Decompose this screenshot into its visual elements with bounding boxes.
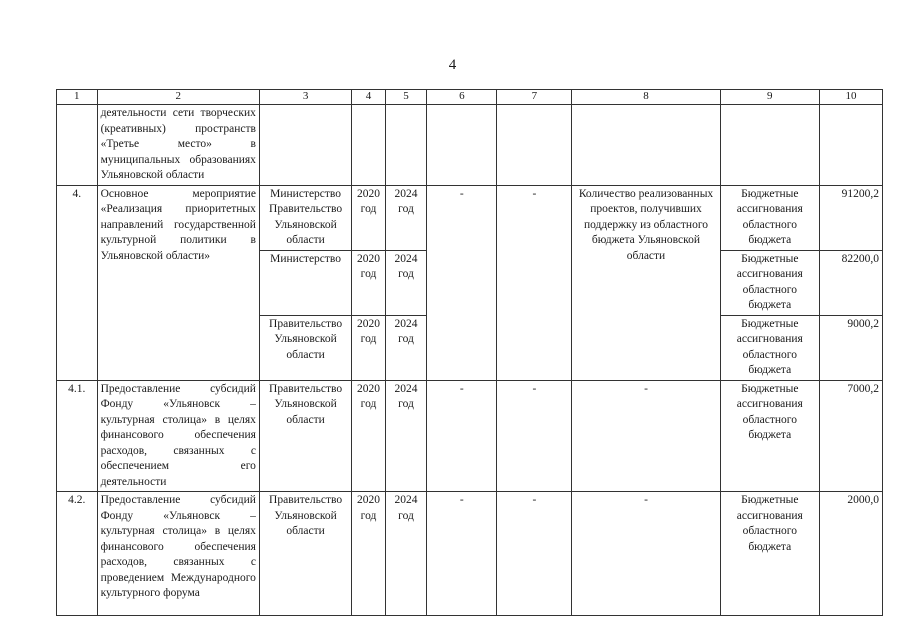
- item-description: Предоставление субсидий Фонду «Ульяновск – культурная столица» в целях финансового обеспечения расходов, связанных с обеспечением его деятельности: [97, 380, 259, 492]
- funding-source: Бюджетные ассигнования областного бюджета: [720, 185, 819, 250]
- table-cell: [57, 105, 98, 186]
- table-cell: [497, 105, 572, 186]
- table-cell: [352, 105, 385, 186]
- funding-amount: 7000,2: [820, 380, 883, 492]
- table-cell: [427, 105, 497, 186]
- funding-amount: 82200,0: [820, 250, 883, 315]
- col6-cell: -: [427, 492, 497, 616]
- table-row: [57, 185, 883, 250]
- page-number: 4: [448, 57, 457, 73]
- funding-amount: 91200,2: [820, 185, 883, 250]
- funding-source: Бюджетные ассигнования областного бюджета: [720, 380, 819, 492]
- funding-source: Бюджетные ассигнования областного бюджета: [720, 492, 819, 616]
- header-cell: 8: [572, 90, 720, 105]
- executor-cell: Правительство Ульяновской области: [259, 380, 351, 492]
- start-year: 2020 год: [352, 492, 385, 616]
- executor-cell: Правительство Ульяновской области: [259, 492, 351, 616]
- funding-amount: 2000,0: [820, 492, 883, 616]
- table-row: [57, 492, 883, 616]
- item-description: Предоставление субсидий Фонду «Ульяновск – культурная столица» в целях финансового обеспечения расходов, связанных с проведением Международного культурного форума: [97, 492, 259, 616]
- start-year: 2020 год: [352, 380, 385, 492]
- col7-cell: -: [497, 380, 572, 492]
- item-description: Основное мероприятие «Реализация приоритетных направлений государственной культурной политики в Ульяновской области»: [97, 185, 259, 380]
- funding-source: Бюджетные ассигнования областного бюджета: [720, 315, 819, 380]
- col6-cell: -: [427, 380, 497, 492]
- header-cell: 7: [497, 90, 572, 105]
- program-table: [56, 89, 883, 616]
- continuation-description: деятельности сети творческих (креативных) пространств «Третье место» в муниципальных образованиях Ульяновской области: [97, 105, 259, 186]
- col7-cell: -: [497, 492, 572, 616]
- indicator-cell: -: [572, 492, 720, 616]
- table-row: [57, 380, 883, 492]
- end-year: 2024 год: [385, 185, 427, 250]
- start-year: 2020 год: [352, 315, 385, 380]
- col6-cell: -: [427, 185, 497, 380]
- indicator-cell: -: [572, 380, 720, 492]
- table-cell: [572, 105, 720, 186]
- end-year: 2024 год: [385, 250, 427, 315]
- end-year: 2024 год: [385, 315, 427, 380]
- executor-cell: Министерство Правительство Ульяновской области: [259, 185, 351, 250]
- item-number: 4.: [57, 185, 98, 380]
- header-cell: 10: [820, 90, 883, 105]
- end-year: 2024 год: [385, 492, 427, 616]
- item-number: 4.1.: [57, 380, 98, 492]
- indicator-cell: Количество реализованных проектов, получивших поддержку из областного бюджета Ульяновской области: [572, 185, 720, 380]
- table-cell: [385, 105, 427, 186]
- executor-cell: Правительство Ульяновской области: [259, 315, 351, 380]
- start-year: 2020 год: [352, 185, 385, 250]
- col7-cell: -: [497, 185, 572, 380]
- table-cell: [820, 105, 883, 186]
- table-cell: [259, 105, 351, 186]
- header-cell: 1: [57, 90, 98, 105]
- continuation-row: [57, 105, 883, 186]
- header-cell: 6: [427, 90, 497, 105]
- header-cell: 5: [385, 90, 427, 105]
- header-cell: 4: [352, 90, 385, 105]
- header-cell: 9: [720, 90, 819, 105]
- funding-amount: 9000,2: [820, 315, 883, 380]
- header-cell: 3: [259, 90, 351, 105]
- funding-source: Бюджетные ассигнования областного бюджета: [720, 250, 819, 315]
- executor-cell: Министерство: [259, 250, 351, 315]
- end-year: 2024 год: [385, 380, 427, 492]
- header-cell: 2: [97, 90, 259, 105]
- table-cell: [720, 105, 819, 186]
- item-number: 4.2.: [57, 492, 98, 616]
- start-year: 2020 год: [352, 250, 385, 315]
- column-numbers-row: [57, 90, 883, 105]
